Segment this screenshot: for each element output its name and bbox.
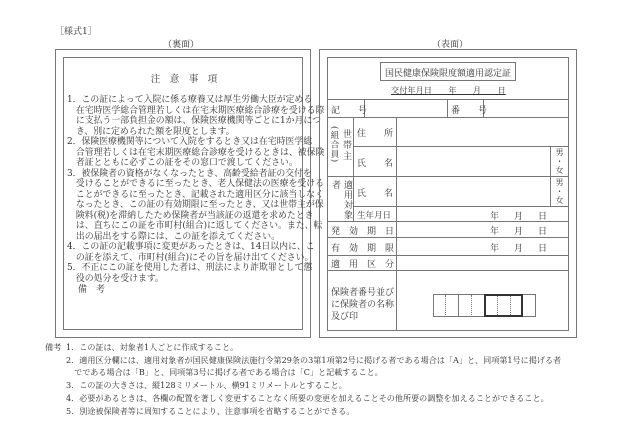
back-caption: （裏面） bbox=[163, 40, 200, 50]
box-divider bbox=[510, 296, 511, 315]
remarks-label: 備 考 bbox=[78, 285, 106, 295]
subject-sex-label: 男・女 bbox=[555, 178, 564, 205]
row-divider bbox=[327, 176, 569, 177]
title-box bbox=[380, 62, 516, 81]
footnote-item: 4．必要があるときは、各欄の配置を著しく変更することなく所要の変更を加えることその他所要の調整を加えることができること。 bbox=[66, 393, 549, 403]
card-title: 国民健康保険限度額適用認定証 bbox=[384, 69, 511, 79]
box-divider bbox=[458, 295, 459, 317]
note-1-line: き、別に定められた額を限度とします。 bbox=[67, 126, 235, 137]
note-3-line: 出の届出をする際には、この証を添えてください。 bbox=[67, 231, 280, 242]
issue-date: 交付年月日 年 月 日 bbox=[391, 85, 506, 95]
effective-month: 月 bbox=[514, 227, 524, 237]
householder-sex-label: 男・女 bbox=[555, 148, 564, 175]
footnote-item: 5．別途被保険者等に周知することにより、注意事項を省略することができる。 bbox=[66, 406, 355, 416]
birth-day: 日 bbox=[538, 212, 548, 222]
note-1-line: に支払う一部負担金の額は、保険医療機関等ごとに1か月につ bbox=[67, 116, 321, 126]
birth-year: 年 bbox=[490, 212, 500, 222]
expiry-day: 日 bbox=[538, 244, 548, 254]
row-divider bbox=[327, 237, 569, 238]
col-divider bbox=[353, 117, 354, 221]
expiry-month: 月 bbox=[514, 244, 524, 254]
householder-name-label: 氏 名 bbox=[357, 159, 394, 169]
effective-label: 発 効 期 日 bbox=[331, 227, 395, 237]
col-divider bbox=[396, 117, 397, 331]
expiry-year: 年 bbox=[490, 244, 500, 254]
note-3-line: 受けることができるに至ったとき、老人保健法の医療を受ける bbox=[67, 179, 325, 189]
row-divider bbox=[353, 146, 569, 147]
insurer-label-line3: 及び印 bbox=[331, 312, 359, 322]
effective-day: 日 bbox=[538, 227, 548, 237]
number-label: 番 号 bbox=[451, 106, 488, 116]
note-2-line: 合管理若しくは在宅末期医療総合診療を受けるときは、被保険 bbox=[67, 147, 325, 158]
effective-year: 年 bbox=[490, 227, 500, 237]
expiry-label: 有 効 期 限 bbox=[331, 244, 395, 254]
note-2-line: 者証とともに必ずこの証をその窓口で渡してください。 bbox=[67, 158, 298, 168]
note-5-line: 役の処分を受けます。 bbox=[67, 273, 164, 284]
col-divider bbox=[550, 146, 551, 206]
note-3-line: ことができるに至ったとき、記載された適用区分に該当しなく bbox=[67, 189, 325, 200]
row-divider bbox=[327, 270, 569, 271]
footnote-item: でである場合は「B」と、同項第3号に掲げる者である場合は「C」と記載すること。 bbox=[66, 367, 383, 377]
note-5-line: 5．不正にこの証を使用した者は、刑法により詐欺罪として懲 bbox=[67, 263, 313, 273]
notes-heading: 注 意 事 項 bbox=[150, 74, 218, 85]
footnotes-label: 備考 bbox=[45, 342, 62, 352]
insurer-number-highlight-box bbox=[484, 294, 523, 317]
category-label: 適 用 区 分 bbox=[331, 260, 395, 270]
footnote-item: 1．この証は、対象者1人ごとに作成すること。 bbox=[66, 342, 239, 352]
box-divider bbox=[497, 296, 498, 315]
note-1-line: 在宅時医学総合管理若しくは在宅末期医療総合診療を受ける際 bbox=[67, 105, 325, 116]
insurer-label-line1: 保険者番号並び bbox=[331, 288, 395, 298]
number-field[interactable] bbox=[484, 100, 568, 116]
form-label: ［様式1］ bbox=[55, 27, 97, 37]
box-divider bbox=[471, 295, 472, 317]
symbol-label: 記 号 bbox=[331, 106, 368, 116]
symbol-field[interactable] bbox=[365, 100, 446, 116]
insurer-label-line2: に保険者の名称 bbox=[331, 300, 395, 310]
col-divider bbox=[447, 99, 448, 117]
back-notes-panel bbox=[63, 57, 325, 330]
footnote-item: 3．この証の大きさは、縦128ミリメートル、横91ミリメートルとすること。 bbox=[66, 380, 347, 390]
note-3-line: 険料(税)を滞納したため保険者が当該証の返還を求めたとき bbox=[67, 210, 314, 221]
row-divider bbox=[327, 221, 569, 222]
householder-label: 世帯主 bbox=[341, 129, 351, 162]
householder-address-label: 住 所 bbox=[357, 129, 394, 139]
note-3-line: 3．被保険者の資格がなくなったとき、高齢受給者証の交付を bbox=[67, 168, 312, 179]
subject-label: 適用対象者 bbox=[330, 180, 352, 220]
note-2-line: 2．保険医療機関等について入院をするとき又は在宅時医学総 bbox=[67, 137, 313, 147]
box-divider bbox=[445, 295, 446, 317]
front-caption: （表面） bbox=[432, 40, 469, 50]
householder-group-label: (組合員) bbox=[329, 126, 339, 164]
footnote-item: 2．適用区分欄には、適用対象者が国民健康保険法施行令第29条の3第1項第2号に掲げる者である場合は「A」と、同項第1号に掲げる者 bbox=[66, 355, 562, 365]
row-divider bbox=[353, 206, 569, 207]
subject-name-label: 氏 名 bbox=[357, 189, 394, 199]
note-3-line: は、直ちにこの証を市町村(組合)に返してください。また、転 bbox=[67, 221, 323, 231]
note-1-line: 1．この証によって入院に係る療養又は厚生労働大臣が定める bbox=[67, 95, 313, 105]
birth-month: 月 bbox=[514, 212, 524, 222]
row-divider bbox=[327, 255, 569, 256]
birth-label: 生年月日 bbox=[357, 211, 392, 221]
row-divider bbox=[327, 117, 569, 118]
note-4-line: 4．この証の記載事項に変更があったときは、14日以内に、こ bbox=[67, 242, 315, 252]
note-3-line: なったとき、この証の有効期限に至ったとき、又は世帯主が保 bbox=[67, 200, 324, 210]
note-4-line: の証を添えて、市町村(組合)にその旨を届け出てください。 bbox=[67, 252, 314, 263]
